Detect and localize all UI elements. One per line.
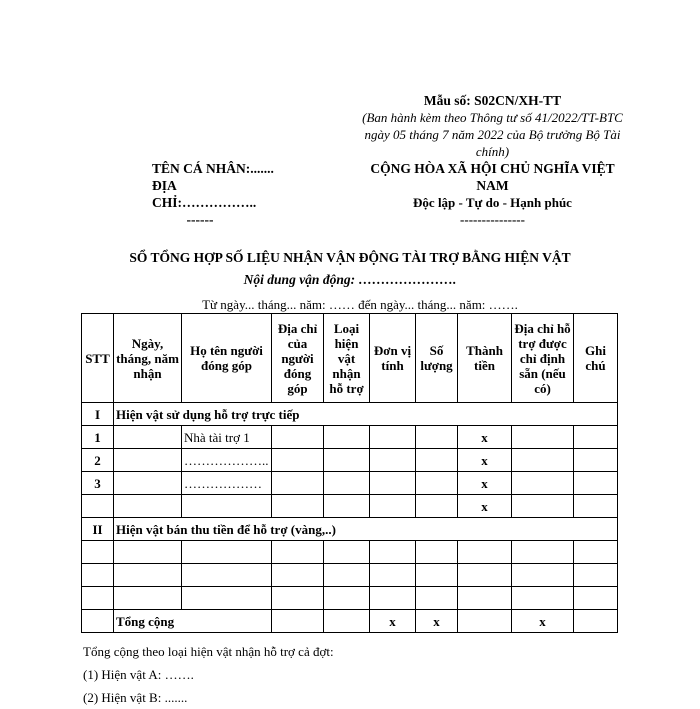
national-header (360, 160, 625, 228)
summary-item-b: (2) Hiện vật B: ....... (83, 690, 188, 705)
national-motto: Độc lập - Tự do - Hạnh phúc (413, 195, 572, 210)
form-code: Mẫu số: S02CN/XH-TT (423, 93, 562, 108)
header-quantity: Số lượng (416, 314, 458, 403)
summary-footer (83, 640, 334, 709)
table-row (82, 587, 618, 610)
section-title: Hiện vật sử dụng hỗ trợ trực tiếp (114, 403, 618, 426)
row-number: 2 (82, 449, 114, 472)
individual-header (120, 160, 280, 228)
national-title: CỘNG HÒA XÃ HỘI CHỦ NGHĨA VIỆT NAM (370, 161, 615, 193)
donor-cell: Nhà tài trợ 1 (182, 426, 272, 449)
amount-cell: x (458, 472, 512, 495)
donor-cell: ……………… (182, 472, 272, 495)
document-title: SỔ TỔNG HỢP SỐ LIỆU NHẬN VẬN ĐỘNG TÀI TRỢ BẰNG HIỆN VẬT (129, 250, 571, 265)
row-number: 1 (82, 426, 114, 449)
section-number: I (82, 403, 114, 426)
right-divider: --------------- (460, 212, 525, 227)
amount-cell: x (458, 449, 512, 472)
table-row (82, 426, 618, 449)
total-address-cell: x (512, 610, 574, 633)
header-notes: Ghi chú (574, 314, 618, 403)
donor-cell (182, 495, 272, 518)
campaign-content-line: Nội dung vận động: …………………. (243, 272, 457, 287)
table-row (82, 449, 618, 472)
table-row (82, 541, 618, 564)
amount-cell: x (458, 426, 512, 449)
header-donor-name: Họ tên người đóng góp (182, 314, 272, 403)
summary-heading: Tổng cộng theo loại hiện vật nhận hỗ trợ cả đợt: (83, 644, 334, 659)
table-row (82, 495, 618, 518)
form-code-block (360, 92, 625, 160)
individual-name-label: TÊN CÁ NHÂN:....... (152, 161, 274, 176)
table-row (82, 472, 618, 495)
total-label: Tổng cộng (114, 610, 272, 633)
amount-cell: x (458, 495, 512, 518)
section-number: II (82, 518, 114, 541)
row-number: 3 (82, 472, 114, 495)
header-stt: STT (82, 314, 114, 403)
table-row (82, 564, 618, 587)
donor-cell: ……………….. (182, 449, 272, 472)
section-row (82, 403, 618, 426)
section-row (82, 518, 618, 541)
form-legal-note: (Ban hành kèm theo Thông tư số 41/2022/TT-BTC ngày 05 tháng 7 năm 2022 của Bộ trưởng Bộ Tài chính) (362, 110, 623, 159)
table-header-row (82, 314, 618, 403)
row-number (82, 495, 114, 518)
header-date: Ngày, tháng, năm nhận (114, 314, 182, 403)
section-title: Hiện vật bán thu tiền để hỗ trợ (vàng,..) (114, 518, 618, 541)
total-row (82, 610, 618, 633)
individual-address-label: ĐỊA CHỈ:…………….. (152, 178, 257, 210)
total-unit-cell: x (370, 610, 416, 633)
header-amount: Thành tiền (458, 314, 512, 403)
total-quantity-cell: x (416, 610, 458, 633)
header-donor-address: Địa chỉ của người đóng góp (272, 314, 324, 403)
header-item-type: Loại hiện vật nhận hỗ trợ (324, 314, 370, 403)
period-line: Từ ngày... tháng... năm: …… đến ngày... tháng... năm: ……. (202, 297, 518, 312)
ledger-table (81, 313, 618, 633)
summary-item-a: (1) Hiện vật A: ……. (83, 667, 194, 682)
left-divider: ------ (186, 212, 214, 227)
header-designated-address: Địa chỉ hỗ trợ được chỉ định sẵn (nếu có) (512, 314, 574, 403)
header-unit: Đơn vị tính (370, 314, 416, 403)
